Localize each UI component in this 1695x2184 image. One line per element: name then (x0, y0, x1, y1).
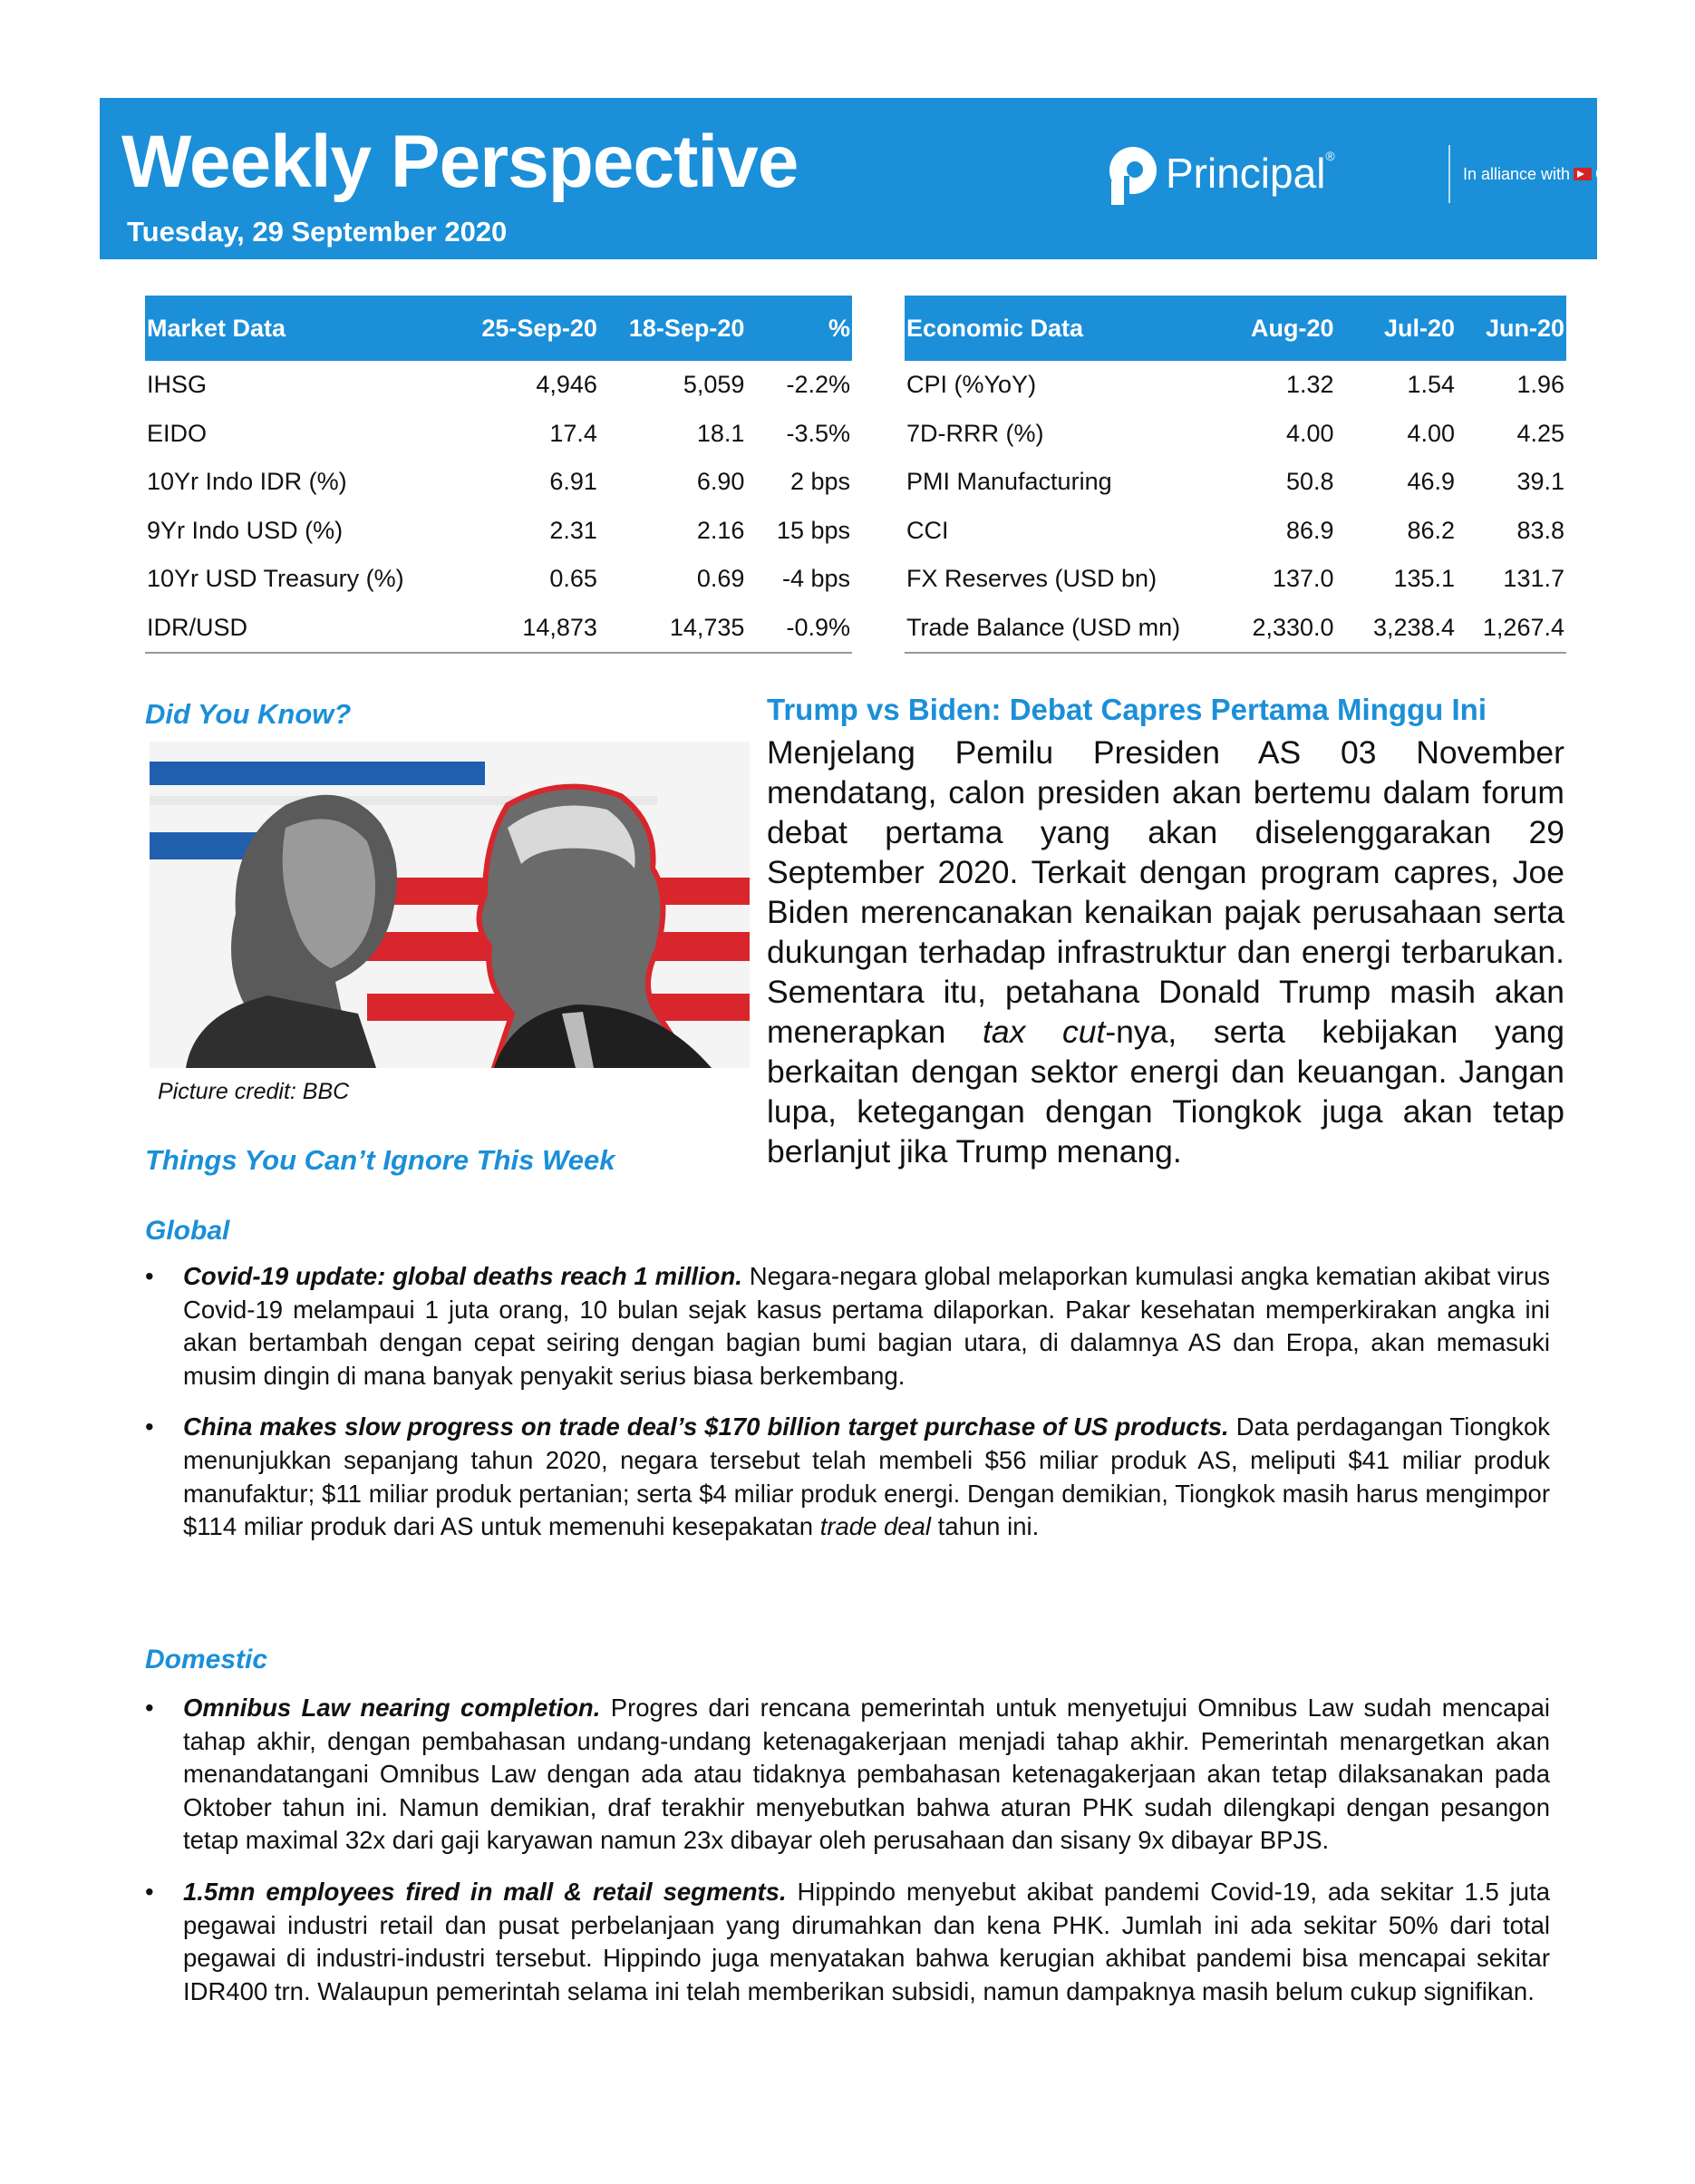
news-text: Data perdagangan Tiongkok menunjukkan sepanjang tahun 2020, negara tersebut telah membeli $56 miliar produk AS, meliputi $41 miliar produk manufaktur; $11 miliar produk pertanian; serta $4 miliar produk energi. Dengan demikian, Tiongkok masih harus mengimpor $114 miliar produk dari AS untuk memenuhi kesepakatan (183, 1412, 1550, 1541)
cell-value: 39.1 (1516, 468, 1564, 496)
cell-value: 131.7 (1503, 565, 1564, 593)
news-text: Progres dari rencana pemerintah untuk menyetujui Omnibus Law sudah mencapai tahap akhir, dengan pembahasan undang-undang ketenagakerjaan menjadi tahap akhir. Pemerintah menargetkan akan menandatangani Omnibus Law dengan ada atau tidaknya pembahasan ketenagakerjaan akan tetap dilaksanakan pada Oktober tahun ini. Namun demikian, draf terakhir menyebutkan bahwa aturan PHK sudah dilengkapi dengan pesangon tetap maximal 32x dari gaji karyawan namun 23x dibayar oleh perusahaan dan sisany 9x dibayar BPJS. (183, 1694, 1550, 1855)
table-row (905, 458, 1566, 507)
cell-value: 4.00 (1285, 419, 1334, 447)
domestic-news-list (145, 1692, 1550, 2026)
table-header-row (905, 296, 1566, 361)
column-header: 25-Sep-20 (451, 296, 599, 361)
list-item (145, 1260, 1550, 1393)
publication-date: Tuesday, 29 September 2020 (127, 216, 508, 248)
table-row (145, 410, 852, 459)
row-label: 10Yr USD Treasury (%) (147, 565, 404, 593)
column-header: Aug-20 (1223, 296, 1336, 361)
cell-value: 86.9 (1285, 516, 1334, 544)
row-label: 7D-RRR (%) (906, 419, 1044, 447)
row-label: IDR/USD (145, 604, 451, 654)
feature-text: -nya, serta kebijakan yang berkaitan dengan sektor energi dan keuangan. Jangan lupa, ketegangan dengan Tiongkok juga akan tetap berlanjut jika Trump menang. (767, 1014, 1565, 1170)
cell-change: -2.2% (786, 371, 850, 399)
table-row (145, 555, 852, 604)
cell-value: 4.25 (1516, 419, 1564, 447)
table-row (905, 361, 1566, 410)
logo-divider (1448, 145, 1450, 203)
global-news-list (145, 1260, 1550, 1562)
cell-value: 2.31 (549, 516, 597, 544)
global-heading: Global (145, 1216, 230, 1246)
row-label: 10Yr Indo IDR (%) (147, 468, 347, 496)
column-header: Market Data (145, 296, 451, 361)
did-you-know-heading: Did You Know? (145, 698, 352, 730)
cell-value: 6.90 (696, 468, 745, 496)
cell-value: 46.9 (1407, 468, 1456, 496)
domestic-heading: Domestic (145, 1645, 268, 1674)
table-header-row (145, 296, 852, 361)
page-title: Weekly Perspective (121, 121, 799, 203)
cell-value: 135.1 (1393, 565, 1456, 593)
row-label: EIDO (147, 419, 208, 447)
alliance-partner: CIMB (1595, 165, 1638, 183)
picture-credit: Picture credit: BBC (158, 1079, 350, 1104)
cell-value: 86.2 (1407, 516, 1456, 544)
news-text-italic: trade deal (819, 1512, 932, 1541)
cell-value: 0.65 (549, 565, 597, 593)
row-label: 9Yr Indo USD (%) (147, 516, 344, 544)
table-row (905, 410, 1566, 459)
column-header: % (746, 296, 852, 361)
table-row (905, 507, 1566, 556)
biden-trump-illustration (150, 742, 750, 1068)
brand-name: Principal® (1166, 149, 1335, 197)
principal-logo (1108, 141, 1638, 214)
alliance-line (1463, 165, 1637, 184)
cell-value: 137.0 (1272, 565, 1334, 593)
table-row (145, 458, 852, 507)
bullet-icon: • (145, 1412, 154, 1441)
cell-value: 1,267.4 (1457, 604, 1566, 654)
cell-value: 14,735 (599, 604, 747, 654)
things-you-cant-ignore-heading: Things You Can’t Ignore This Week (145, 1144, 615, 1176)
cell-value: 1.96 (1516, 371, 1564, 399)
column-header: 18-Sep-20 (599, 296, 747, 361)
alliance-text: In alliance with (1463, 165, 1571, 183)
column-header: Jun-20 (1457, 296, 1566, 361)
cell-value: 83.8 (1516, 516, 1564, 544)
principal-mark-icon (1108, 145, 1162, 205)
news-lead: 1.5mn employees fired in mall & retail segments. (183, 1877, 787, 1906)
cell-change: -3.5% (786, 419, 850, 447)
news-lead: China makes slow progress on trade deal’s $170 billion target purchase of US products. (183, 1412, 1229, 1441)
header-banner (100, 98, 1638, 259)
cell-change: 2 bps (789, 468, 850, 496)
cell-value: 2.16 (696, 516, 745, 544)
bullet-icon: • (145, 1262, 154, 1290)
bullet-icon: • (145, 1877, 154, 1906)
cell-change: -0.9% (746, 604, 852, 654)
table-row (905, 604, 1566, 654)
list-item (145, 1876, 1550, 2008)
table-row (145, 507, 852, 556)
column-header: Economic Data (905, 296, 1223, 361)
cimb-mark-icon (1574, 168, 1592, 180)
row-label: Trade Balance (USD mn) (905, 604, 1223, 654)
row-label: IHSG (147, 371, 208, 399)
list-item (145, 1411, 1550, 1543)
cell-value: 3,238.4 (1336, 604, 1458, 654)
cell-value: 5,059 (683, 371, 745, 399)
cell-value: 18.1 (696, 419, 745, 447)
news-lead: Covid-19 update: global deaths reach 1 million. (183, 1262, 742, 1290)
table-row (145, 361, 852, 410)
cell-change: 15 bps (776, 516, 850, 544)
cell-value: 4.00 (1407, 419, 1456, 447)
news-lead: Omnibus Law nearing completion. (183, 1694, 601, 1722)
news-text: Negara-negara global melaporkan kumulasi angka kematian akibat virus Covid-19 melampaui 1 juta orang, 10 bulan sejak kasus pertama dilaporkan. Pakar kesehatan memperkirakan angka ini akan bertambah dengan cepat seiring dengan bagian bumi bagian utara, di dalamnya AS dan Eropa, akan memasuki musim dingin di mana banyak penyakit serius biasa berkembang. (183, 1262, 1551, 1390)
cell-value: 50.8 (1285, 468, 1334, 496)
cell-value: 1.54 (1407, 371, 1456, 399)
cell-value: 17.4 (549, 419, 597, 447)
market-data-table (145, 296, 852, 654)
cell-value: 1.32 (1285, 371, 1334, 399)
economic-data-table (905, 296, 1566, 654)
debate-photo (150, 742, 750, 1068)
news-text: tahun ini. (931, 1512, 1040, 1541)
cell-value: 2,330.0 (1223, 604, 1336, 654)
row-label: FX Reserves (USD bn) (906, 565, 1157, 593)
cell-value: 4,946 (536, 371, 597, 399)
row-label: CCI (906, 516, 949, 544)
cell-value: 0.69 (696, 565, 745, 593)
row-label: CPI (%YoY) (906, 371, 1037, 399)
feature-text: Menjelang Pemilu Presiden AS 03 November mendatang, calon presiden akan bertemu dalam forum debat pertama yang akan diselenggarakan 29 September 2020. Terkait dengan program capres, Joe Biden merencanakan kenaikan pajak perusahaan serta dukungan terhadap infrastruktur dan energi terbarukan. Sementara itu, petahana Donald Trump masih akan menerapkan (767, 734, 1564, 1050)
feature-text-italic: tax cut (982, 1014, 1106, 1050)
list-item (145, 1692, 1550, 1858)
cell-value: 14,873 (451, 604, 599, 654)
column-header: Jul-20 (1336, 296, 1458, 361)
table-row (145, 604, 852, 654)
bullet-icon: • (145, 1694, 154, 1722)
row-label: PMI Manufacturing (906, 468, 1112, 496)
cell-value: 6.91 (549, 468, 597, 496)
news-text: Hippindo menyebut akibat pandemi Covid-19, ada sekitar 1.5 juta pegawai industri retail dan pusat perbelanjaan yang dirumahkan dan kena PHK. Jumlah ini ada sekitar 50% dari total pegawai di industri-industri tersebut. Hippindo juga menyatakan bahwa kerugian akhibat pandemi bisa mencapai sekitar IDR400 trn. Walaupun pemerintah selama ini telah memberikan subsidi, namun dampaknya masih belum cukup signifikan. (183, 1877, 1550, 2005)
cell-change: -4 bps (781, 565, 850, 593)
feature-title: Trump vs Biden: Debat Capres Pertama Minggu Ini (767, 693, 1487, 726)
table-row (905, 555, 1566, 604)
feature-body (767, 733, 1564, 1171)
